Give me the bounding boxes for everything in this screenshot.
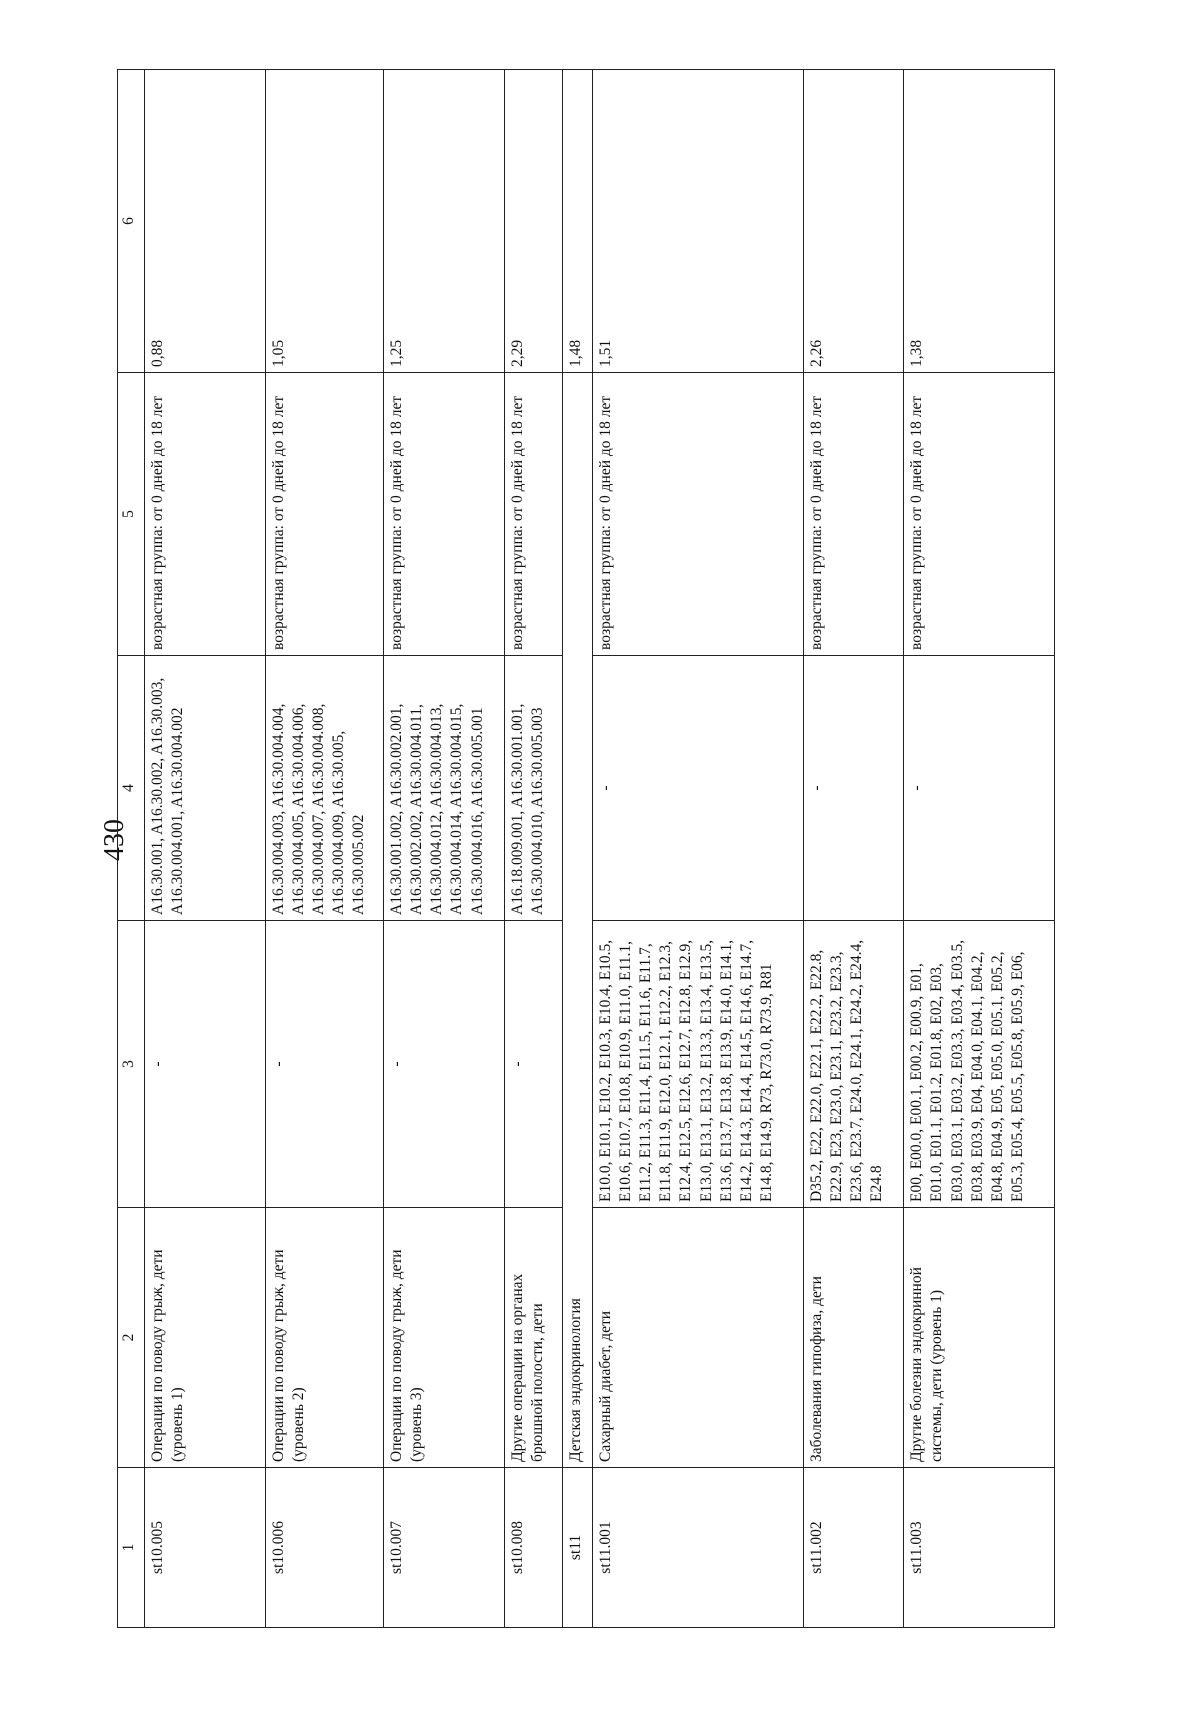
section-row xyxy=(562,70,592,1628)
row-code: st10.008 xyxy=(504,1468,562,1628)
column-header: 6 xyxy=(118,70,145,373)
row-coefficient: 2,26 xyxy=(803,70,903,373)
table-header-row xyxy=(118,70,145,1628)
row-name: Заболевания гипофиза, дети xyxy=(803,1208,903,1468)
row-coefficient: 1,51 xyxy=(592,70,803,373)
row-criteria: возрастная группа: от 0 дней до 18 лет xyxy=(592,373,803,656)
row-name: Операции по поводу грыж, дети (уровень 3) xyxy=(384,1208,505,1468)
row-coefficient: 0,88 xyxy=(145,70,266,373)
row-diagnoses: - xyxy=(265,921,384,1208)
row-services: A16.30.001.002, A16.30.002.001, A16.30.002.002, A16.30.004.011, A16.30.004.012, A16.30.004.013, A16.30.004.014, A16.30.004.015, A16.30.004.016, A16.30.005.001 xyxy=(384,656,505,921)
row-diagnoses: E00, E00.0, E00.1, E00.2, E00.9, E01, E01.0, E01.1, E01.2, E01.8, E02, E03, E03.0, E03.1, E03.2, E03.3, E03.4, E03.5, E03.8, E03.9, E04, E04.0, E04.1, E04.2, E04.8, E04.9, E05, E05.0, E05.1, E05.2, E05.3, E05.4, E05.5, E05.8, E05.9, E06, xyxy=(904,921,1055,1208)
row-coefficient: 1,48 xyxy=(562,70,592,373)
row-name: Сахарный диабет, дети xyxy=(592,1208,803,1468)
row-diagnoses: - xyxy=(384,921,505,1208)
row-criteria: возрастная группа: от 0 дней до 18 лет xyxy=(904,373,1055,656)
row-code: st11 xyxy=(562,1468,592,1628)
row-services: A16.30.004.003, A16.30.004.004, A16.30.004.005, A16.30.004.006, A16.30.004.007, A16.30.004.008, A16.30.004.009, A16.30.005, A16.30.005.002 xyxy=(265,656,384,921)
row-name: Другие болезни эндокринной системы, дети (уровень 1) xyxy=(904,1208,1055,1468)
column-header: 1 xyxy=(118,1468,145,1628)
row-diagnoses: E10.0, E10.1, E10.2, E10.3, E10.4, E10.5, E10.6, E10.7, E10.8, E10.9, E11.0, E11.1, E11.2, E11.3, E11.4, E11.5, E11.6, E11.7, E11.8, E11.9, E12.0, E12.1, E12.2, E12.3, E12.4, E12.5, E12.6, E12.7, E12.8, E12.9, E13.0, E13.1, E13.2, E13.3, E13.4, E13.5, E13.6, E13.7, E13.8, E13.9, E14.0, E14.1, E14.2, E14.3, E14.4, E14.5, E14.6, E14.7, E14.8, E14.9, R73, R73.0, R73.9, R81 xyxy=(592,921,803,1208)
row-services: - xyxy=(592,656,803,921)
row-name: Операции по поводу грыж, дети (уровень 2) xyxy=(265,1208,384,1468)
row-coefficient: 1,05 xyxy=(265,70,384,373)
row-code: st11.001 xyxy=(592,1468,803,1628)
table-row xyxy=(803,70,903,1628)
row-name: Операции по поводу грыж, дети (уровень 1) xyxy=(145,1208,266,1468)
row-diagnoses: - xyxy=(504,921,562,1208)
row-name: Другие операции на органах брюшной полости, дети xyxy=(504,1208,562,1468)
table-row xyxy=(265,70,384,1628)
row-criteria: возрастная группа: от 0 дней до 18 лет xyxy=(504,373,562,656)
row-criteria: возрастная группа: от 0 дней до 18 лет xyxy=(265,373,384,656)
column-header: 3 xyxy=(118,921,145,1208)
tariff-table xyxy=(117,69,1055,1628)
row-criteria: возрастная группа: от 0 дней до 18 лет xyxy=(384,373,505,656)
row-criteria: возрастная группа: от 0 дней до 18 лет xyxy=(803,373,903,656)
table-row xyxy=(145,70,266,1628)
row-services: - xyxy=(803,656,903,921)
row-services: A16.30.001, A16.30.002, A16.30.003, A16.30.004.001, A16.30.004.002 xyxy=(145,656,266,921)
table-row xyxy=(592,70,803,1628)
row-services: A16.18.009.001, A16.30.001.001, A16.30.004.010, A16.30.005.003 xyxy=(504,656,562,921)
table-row xyxy=(904,70,1055,1628)
page-number: 430 xyxy=(99,819,130,861)
row-coefficient: 2,29 xyxy=(504,70,562,373)
row-criteria: возрастная группа: от 0 дней до 18 лет xyxy=(145,373,266,656)
column-header: 2 xyxy=(118,1208,145,1468)
row-name: Детская эндокринология xyxy=(562,373,592,1468)
column-header: 5 xyxy=(118,373,145,656)
row-coefficient: 1,25 xyxy=(384,70,505,373)
table-row xyxy=(504,70,562,1628)
table-row xyxy=(384,70,505,1628)
row-services: - xyxy=(904,656,1055,921)
row-diagnoses: - xyxy=(145,921,266,1208)
row-code: st11.002 xyxy=(803,1468,903,1628)
column-header: 4 xyxy=(118,656,145,921)
row-diagnoses: D35.2, E22, E22.0, E22.1, E22.2, E22.8, E22.9, E23, E23.0, E23.1, E23.2, E23.3, E23.6, E23.7, E24.0, E24.1, E24.2, E24.4, E24.8 xyxy=(803,921,903,1208)
row-code: st10.005 xyxy=(145,1468,266,1628)
rotated-table-wrapper xyxy=(117,70,1055,1628)
row-code: st11.003 xyxy=(904,1468,1055,1628)
row-code: st10.007 xyxy=(384,1468,505,1628)
row-code: st10.006 xyxy=(265,1468,384,1628)
row-coefficient: 1,38 xyxy=(904,70,1055,373)
